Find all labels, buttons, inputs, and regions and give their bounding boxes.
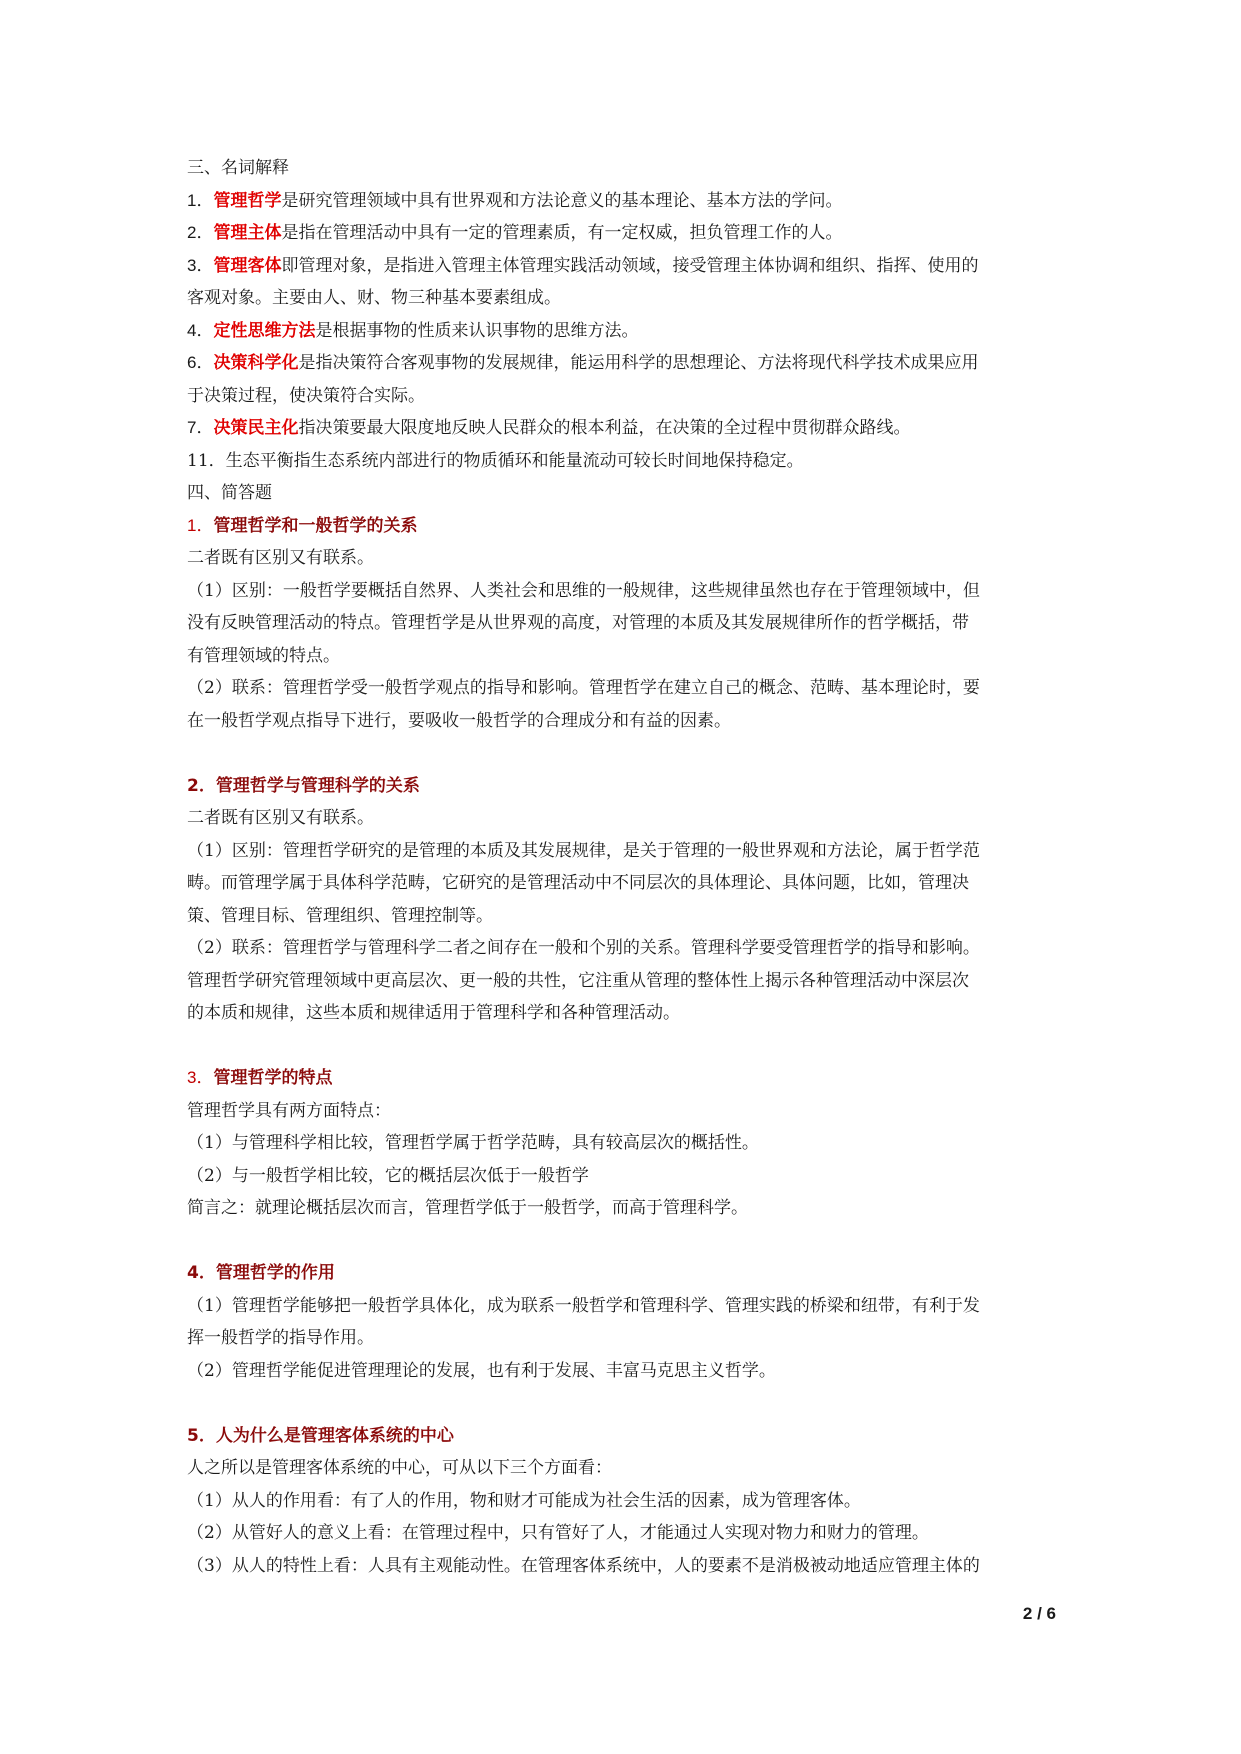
question-title: 管理哲学与管理科学的关系	[215, 775, 420, 796]
answer-line: 的本质和规律，这些本质和规律适用于管理科学和各种管理活动。	[187, 1003, 680, 1023]
answer-line: 在一般哲学观点指导下进行，要吸收一般哲学的合理成分和有益的因素。	[187, 710, 731, 731]
term-item-6	[187, 347, 1057, 380]
term-definition: 是根据事物的性质来认识事物的思维方法。	[315, 320, 639, 341]
item-number: 1．	[187, 190, 214, 210]
answer-line: 人之所以是管理客体系统的中心，可从以下三个方面看：	[187, 1458, 612, 1478]
answer-line: （1）管理哲学能够把一般哲学具体化，成为联系一般哲学和管理科学、管理实践的桥梁和纽带，有利于发	[187, 1295, 980, 1316]
question-number: 2．	[187, 775, 216, 796]
question-heading-3	[187, 1062, 1057, 1095]
answer-line: 管理哲学具有两方面特点：	[187, 1100, 391, 1121]
answer-line: 策、管理目标、管理组织、管理控制等。	[187, 905, 493, 926]
spacer	[187, 1387, 1057, 1420]
term-item-6-cont: 于决策过程，使决策符合实际。	[187, 385, 425, 406]
term-highlight: 决策科学化	[213, 353, 299, 373]
document-page	[187, 152, 1057, 1582]
term-definition: 是研究管理领域中具有世界观和方法论意义的基本理论、基本方法的学问。	[281, 190, 843, 211]
answer-line: 管理哲学研究管理领域中更高层次、更一般的共性，它注重从管理的整体性上揭示各种管理活动中深层次	[187, 970, 969, 991]
term-item-2	[187, 217, 1057, 250]
term-highlight: 管理哲学	[213, 190, 282, 211]
term-item-1	[187, 185, 1057, 218]
answer-line: 二者既有区别又有联系。	[187, 548, 374, 568]
term-highlight: 定性思维方法	[213, 320, 316, 341]
question-number: 3．	[187, 1068, 214, 1087]
answer-line: （2）与一般哲学相比较，它的概括层次低于一般哲学	[187, 1165, 589, 1186]
spacer	[187, 1030, 1057, 1063]
item-number: 2．	[187, 223, 214, 242]
question-number: 5．	[187, 1425, 216, 1446]
answer-line: 畴。而管理学属于具体科学范畴，它研究的是管理活动中不同层次的具体理论、具体问题，比如，管理决	[187, 873, 969, 893]
term-item-7	[187, 412, 1057, 445]
term-definition: 是指在管理活动中具有一定的管理素质，有一定权威，担负管理工作的人。	[281, 223, 843, 243]
answer-line: （1）从人的作用看：有了人的作用，物和财才可能成为社会生活的因素，成为管理客体。	[187, 1490, 861, 1511]
question-title: 管理哲学的特点	[213, 1068, 333, 1088]
answer-line: （2）从管好人的意义上看：在管理过程中，只有管好了人，才能通过人实现对物力和财力的管理。	[187, 1523, 929, 1543]
term-item-4	[187, 315, 1057, 348]
item-number: 4．	[187, 320, 214, 340]
term-definition: 即管理对象，是指进入管理主体管理实践活动领域，接受管理主体协调和组织、指挥、使用的	[281, 255, 979, 276]
term-definition: 是指决策符合客观事物的发展规律，能运用科学的思想理论、方法将现代科学技术成果应用	[298, 353, 979, 373]
answer-line: （2）联系：管理哲学与管理科学二者之间存在一般和个别的关系。管理科学要受管理哲学的指导和影响。	[187, 938, 980, 958]
answer-line: 简言之：就理论概括层次而言，管理哲学低于一般哲学，而高于管理科学。	[187, 1198, 748, 1218]
answer-line: （2）联系：管理哲学受一般哲学观点的指导和影响。管理哲学在建立自己的概念、范畴、基本理论时，要	[187, 678, 980, 698]
answer-line: 有管理领域的特点。	[187, 645, 340, 666]
question-title: 管理哲学的作用	[215, 1263, 335, 1283]
answer-line: （3）从人的特性上看：人具有主观能动性。在管理客体系统中，人的要素不是消极被动地适应管理主体的	[187, 1555, 980, 1576]
answer-line: 没有反映管理活动的特点。管理哲学是从世界观的高度，对管理的本质及其发展规律所作的哲学概括，带	[187, 613, 969, 633]
question-heading-1	[187, 510, 1057, 543]
answer-line: 挥一般哲学的指导作用。	[187, 1328, 374, 1348]
term-item-3-cont: 客观对象。主要由人、财、物三种基本要素组成。	[187, 288, 561, 308]
page-number: 2 / 6	[1022, 1604, 1056, 1623]
answer-line: （2）管理哲学能促进管理理论的发展，也有利于发展、丰富马克思主义哲学。	[187, 1360, 776, 1381]
answer-line: （1）与管理科学相比较，管理哲学属于哲学范畴，具有较高层次的概括性。	[187, 1133, 759, 1153]
answer-line: （1）区别：一般哲学要概括自然界、人类社会和思维的一般规律，这些规律虽然也存在于管理领域中，但	[187, 580, 980, 601]
term-highlight: 决策民主化	[213, 418, 299, 438]
term-highlight: 管理客体	[213, 255, 282, 276]
spacer	[187, 1225, 1057, 1258]
question-heading-4	[187, 1257, 1057, 1290]
term-highlight: 管理主体	[213, 223, 282, 243]
question-title: 人为什么是管理客体系统的中心	[215, 1425, 454, 1446]
question-heading-2	[187, 770, 1057, 803]
question-number: 1．	[187, 515, 214, 535]
question-title: 管理哲学和一般哲学的关系	[213, 515, 418, 536]
term-item-11: 11．生态平衡指生态系统内部进行的物质循环和能量流动可较长时间地保持稳定。	[187, 450, 804, 471]
item-number: 3．	[187, 255, 214, 275]
item-number: 7．	[187, 418, 214, 437]
spacer	[187, 737, 1057, 770]
question-heading-5	[187, 1420, 1057, 1453]
section-title-short-answer: 四、简答题	[187, 483, 272, 503]
answer-line: 二者既有区别又有联系。	[187, 808, 374, 828]
answer-line: （1）区别：管理哲学研究的是管理的本质及其发展规律，是关于管理的一般世界观和方法论，属于哲学范	[187, 840, 980, 861]
term-item-3	[187, 250, 1057, 283]
item-number: 6．	[187, 353, 214, 372]
section-title-terms: 三、名词解释	[187, 158, 289, 178]
question-number: 4．	[187, 1263, 216, 1283]
term-definition: 指决策要最大限度地反映人民群众的根本利益，在决策的全过程中贯彻群众路线。	[298, 418, 911, 438]
